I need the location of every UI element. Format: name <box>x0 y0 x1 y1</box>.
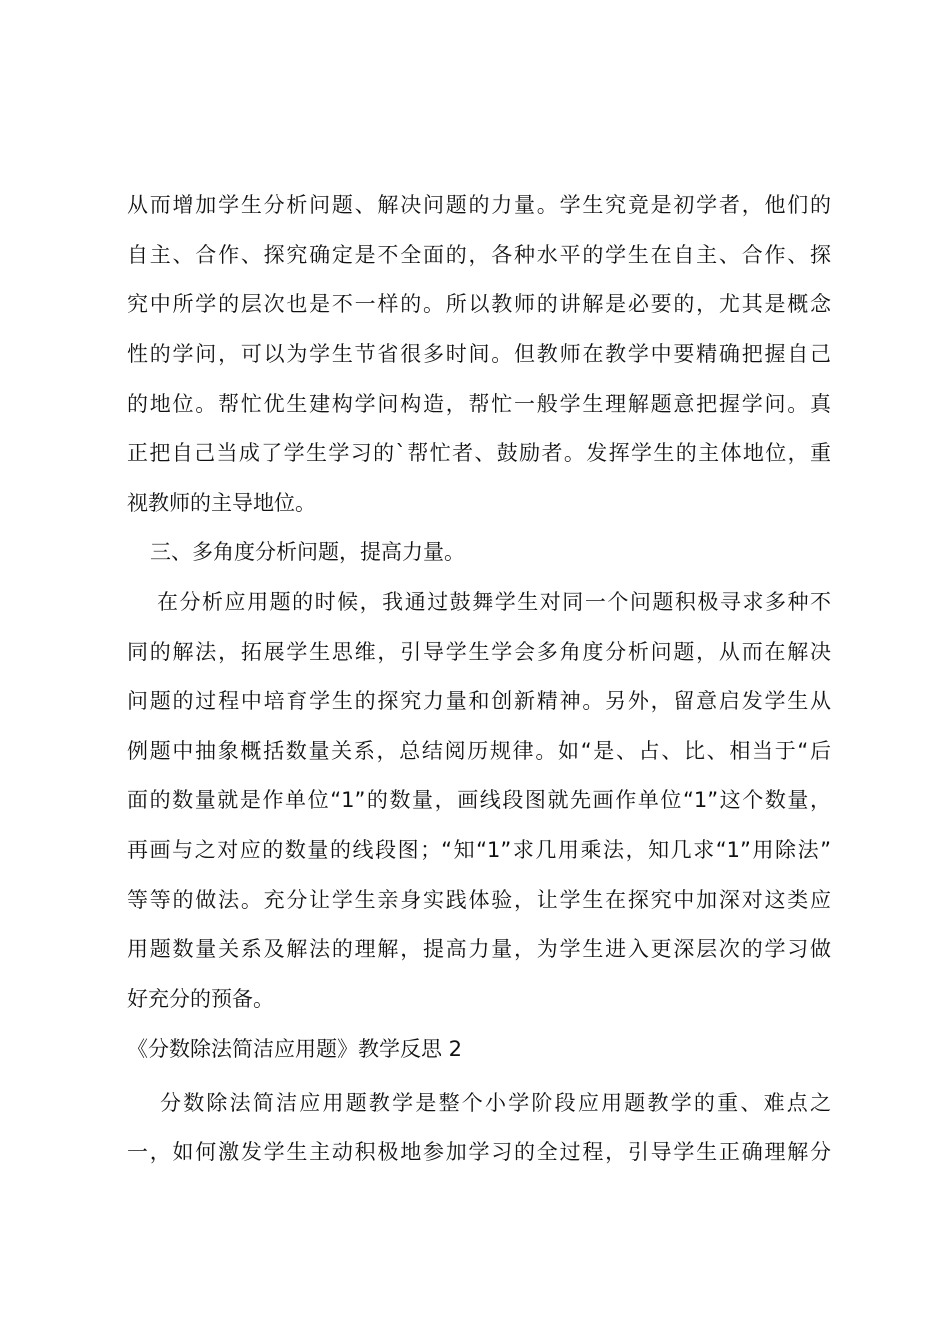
paragraph-2-line-1: 在分析应用题的时候，我通过鼓舞学生对同一个问题积极寻求多种不 <box>157 590 831 614</box>
paragraph-2-line-2: 同的解法，拓展学生思维，引导学生学会多角度分析问题，从而在解决 <box>127 640 831 664</box>
paragraph-1-line-7: 视教师的主导地位。 <box>127 491 316 515</box>
paragraph-2-line-8: 用题数量关系及解法的理解，提高力量，为学生进入更深层次的学习做 <box>127 937 831 961</box>
paragraph-2-line-6: 再画与之对应的数量的线段图；“知“1”求几用乘法，知几求“1”用除法” <box>127 838 831 862</box>
paragraph-2-line-3: 问题的过程中培育学生的探究力量和创新精神。另外，留意启发学生从 <box>127 689 831 713</box>
paragraph-3-line-2: 一，如何激发学生主动积极地参加学习的全过程，引导学生正确理解分 <box>127 1140 831 1164</box>
paragraph-1-line-5: 的地位。帮忙优生建构学问构造，帮忙一般学生理解题意把握学问。真 <box>127 392 831 416</box>
paragraph-1-line-6: 正把自己当成了学生学习的`帮忙者、鼓励者。发挥学生的主体地位，重 <box>127 441 831 465</box>
paragraph-2-line-7: 等等的做法。充分让学生亲身实践体验，让学生在探究中加深对这类应 <box>127 888 831 912</box>
paragraph-1-line-2: 自主、合作、探究确定是不全面的，各种水平的学生在自主、合作、探 <box>127 243 831 267</box>
section-title-2: 《分数除法简洁应用题》教学反思 2 <box>127 1037 463 1061</box>
paragraph-1-line-4: 性的学问，可以为学生节省很多时间。但教师在教学中要精确把握自己 <box>127 342 831 366</box>
paragraph-1-line-3: 究中所学的层次也是不一样的。所以教师的讲解是必要的，尤其是概念 <box>127 292 831 316</box>
section-3-heading: 三、多角度分析问题，提高力量。 <box>150 540 465 564</box>
paragraph-2-line-9: 好充分的预备。 <box>127 987 274 1011</box>
paragraph-3-line-1: 分数除法简洁应用题教学是整个小学阶段应用题教学的重、难点之 <box>160 1091 831 1115</box>
paragraph-2-line-5: 面的数量就是作单位“1”的数量，画线段图就先画作单位“1”这个数量， <box>127 788 831 812</box>
paragraph-2-line-4: 例题中抽象概括数量关系，总结阅历规律。如“是、占、比、相当于“后 <box>127 739 831 763</box>
paragraph-1-line-1: 从而增加学生分析问题、解决问题的力量。学生究竟是初学者，他们的 <box>127 193 831 217</box>
